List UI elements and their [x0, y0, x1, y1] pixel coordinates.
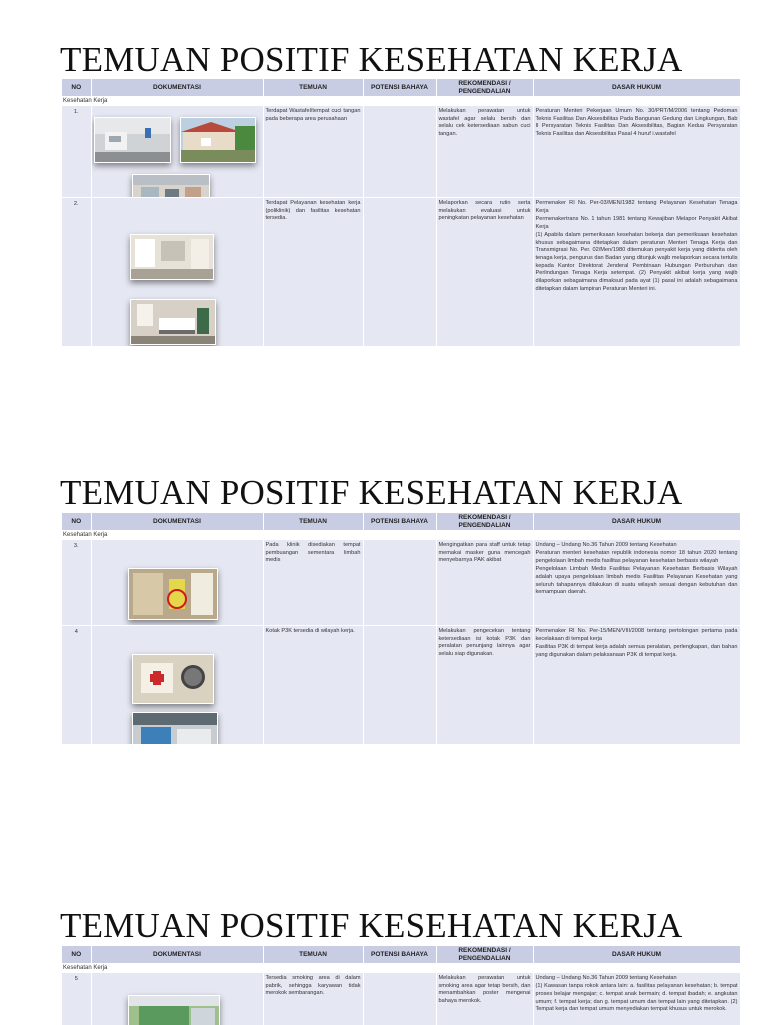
dasar-hukum-cell: [533, 973, 740, 1025]
header-temuan: TEMUAN: [263, 79, 363, 96]
temuan-cell: Terdapat Pelayanan kesehatan kerja (poliklinik) dan fasilitas kesehatan tersedia.: [263, 198, 363, 346]
temuan-cell: Terdapat Wastafel/tempat cuci tangan pada beberapa area perusahaan: [263, 106, 363, 198]
row-number: 5: [62, 973, 91, 1025]
slide-title: TEMUAN POSITIF KESEHATAN KERJA: [60, 40, 683, 79]
row-number: 2.: [62, 198, 91, 346]
temuan-cell: Kotak P3K tersedia di wilayah kerja.: [263, 626, 363, 744]
dasar-hukum-text: Undang – Undang No.36 Tahun 2009 tentang Kesehatan: [535, 542, 677, 548]
temuan-cell: Tersedia smoking area di dalam pabrik, sehingga karyawan tidak merokok sembarangan.: [263, 973, 363, 1025]
rekomendasi-cell: Melaporkan secara rutin serta melakukan evaluasi untuk peningkatan pelayanan kesehatan: [436, 198, 533, 346]
header-dokumentasi: DOKUMENTASI: [91, 79, 263, 96]
findings-table: [62, 946, 741, 1025]
dasar-hukum-text: Undang – Undang No.36 Tahun 2009 tentang Kesehatan: [535, 975, 677, 981]
dasar-hukum-text: Peraturan menteri kesehatan republik indonesia nomor 18 tahun 2020 tentang pengelolaan limbah medis fasilitas pelayanan kesehatan berbasis wilayah: [535, 550, 738, 564]
slide-title: TEMUAN POSITIF KESEHATAN KERJA: [60, 906, 683, 945]
section-label: Kesehatan Kerja: [62, 96, 740, 106]
row-number: 1.: [62, 106, 91, 198]
header-dokumentasi: DOKUMENTASI: [91, 513, 263, 530]
section-label: Kesehatan Kerja: [62, 530, 740, 540]
header-rekomendasi: REKOMENDASI / PENGENDALIAN: [436, 513, 533, 530]
rekomendasi-cell: Melakukan perawatan untuk smoking area agar tetap bersih, dan menambahkan poster mengenai bahaya merokok.: [436, 973, 533, 1025]
row-number: 3.: [62, 540, 91, 626]
table-header-row: [62, 946, 740, 963]
dasar-hukum-text: Permenaker RI No. Per-15/MEN/VIII/2008 tentang pertolongan pertama pada kecelakaan di tempat kerja: [535, 628, 738, 642]
potensi-cell: [363, 973, 436, 1025]
header-rekomendasi: REKOMENDASI / PENGENDALIAN: [436, 79, 533, 96]
table-row: [62, 973, 740, 1025]
rekomendasi-cell: Melakukan perawatan untuk wastafel agar selalu bersih dan selalu cek ketersediaan sabun cuci tangan.: [436, 106, 533, 198]
header-potensi: POTENSI BAHAYA: [363, 79, 436, 96]
section-label: Kesehatan Kerja: [62, 963, 740, 973]
dasar-hukum-text: (1) Apabila dalam pemeriksaan kesehatan bekerja dan pemeriksaan kesehatan khusus sebagaimana ditetapkan dalam peraturan Menteri Tenaga Kerja dan Transmigrasi No. Per. 02/Men/1980 ditemukan penyakit kerja yang diderita oleh tenaga kerja, pengurus dan Badan yang ditunjuk wajib melaporkan secara tertulis kepada Kantor Direktorat Jenderal Pembinaan Hubungan Perburuhan dan Perlindungan Tenaga Kerja setempat. (2) Penyakit akibat kerja yang wajib dilaporkan sebagaimana dimaksud pada ayat (1) pasal ini adalah sebagaimana ditetapkan dalam lampiran Peraturan Menteri ini.: [535, 231, 738, 292]
documentation-cell: [91, 973, 263, 1025]
header-potensi: POTENSI BAHAYA: [363, 513, 436, 530]
header-potensi: POTENSI BAHAYA: [363, 946, 436, 963]
header-temuan: TEMUAN: [263, 513, 363, 530]
header-dasar-hukum: DASAR HUKUM: [533, 513, 740, 530]
dasar-hukum-text: Peraturan Menteri Pekerjaan Umum No. 30/PRT/M/2006 tentang Pedoman Teknis Fasilitas Dan Aksesibilitas Pada Bangunan Gedung dan Lingkungan, Bab II Persyaratan Teknis Fasilitas Dan Aksesibilitas, Bagian Kedua Persyaratan Teknis Fasilitas dan Aksesibilitas Pasal 4 huruf i.wastafel: [535, 108, 738, 138]
dasar-hukum-text: (1) Kawasan tanpa rokok antara lain: a. fasilitas pelayanan kesehatan; b. tempat proses belajar mengajar; c. tempat anak bermain; d. tempat ibadah; e. angkutan umum; f. tempat kerja; dan g. tempat umum dan tempat lain yang ditetapkan. (2) Tempat kerja dan tempat umum menyediakan tempat khusus untuk merokok.: [535, 983, 738, 1013]
rekomendasi-cell: Melakukan pengecekan tentang ketersediaan isi kotak P3K dan peralatan penunjang lainnya agar selalu siap digunakan.: [436, 626, 533, 744]
dasar-hukum-text: Fasilitas P3K di tempat kerja adalah semua peralatan, perlengkapan, dan bahan yang digunakan dalam pelaksanaan P3K di tempat kerja.: [535, 643, 738, 658]
header-dasar-hukum: DASAR HUKUM: [533, 79, 740, 96]
dasar-hukum-text: Permenaker RI No. Per-03/MEN/1982 tentang Pelayanan Kesehatan Tenaga Kerja: [535, 200, 738, 214]
temuan-cell: Pada klinik disediakan tempat pembuangan sementara limbah medis: [263, 540, 363, 626]
slide-title: TEMUAN POSITIF KESEHATAN KERJA: [60, 473, 683, 512]
header-dasar-hukum: DASAR HUKUM: [533, 946, 740, 963]
header-no: NO: [62, 513, 91, 530]
header-no: NO: [62, 946, 91, 963]
dasar-hukum-text: Permenakertrans No. 1 tahun 1981 tentang Kewajiban Melapor Penyakit Akibat Kerja: [535, 215, 738, 230]
header-no: NO: [62, 79, 91, 96]
rekomendasi-cell: Mengingatkan para staff untuk tetap memakai masker guna mencegah menyebarnya PAK akibat: [436, 540, 533, 626]
header-rekomendasi: REKOMENDASI / PENGENDALIAN: [436, 946, 533, 963]
header-dokumentasi: DOKUMENTASI: [91, 946, 263, 963]
header-temuan: TEMUAN: [263, 946, 363, 963]
row-number: 4: [62, 626, 91, 744]
smoking-area-photo: [128, 995, 220, 1025]
dasar-hukum-text: Pengelolaan Limbah Medis Fasilitas Pelayanan Kesehatan Berbasis Wilayah adalah upaya pengelolaan limbah medis Fasilitas Pelayanan Kesehatan yang seluruh tahapannya dilakukan di suatu wilayah sesuai dengan kebutuhan dan kemampuan daerah.: [535, 566, 738, 596]
